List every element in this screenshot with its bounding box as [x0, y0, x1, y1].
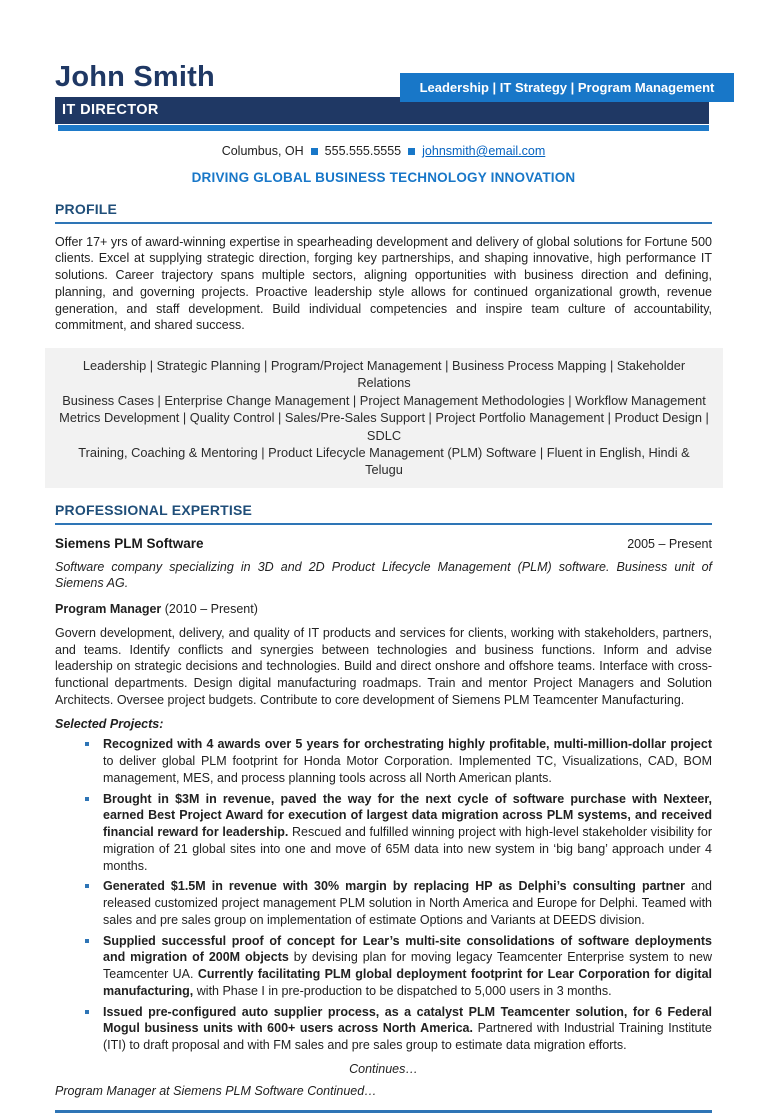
skills-line: Leadership | Strategic Planning | Program/Project Management | Business Process Mapping | Stakeholder Relations	[82, 358, 686, 391]
company-name: Siemens PLM Software	[55, 535, 204, 551]
contact-location: Columbus, OH	[221, 144, 304, 158]
project-bullet: Issued pre-configured auto supplier process, as a catalyst PLM Teamcenter solution, for 6 Federal Mogul business units with 600+ users across North America. Partnered with Industrial Training Institute (ITI) to draft proposal and with FM sales and pre sales group to estimate data migration efforts.	[103, 1004, 712, 1053]
role-summary: Govern development, delivery, and quality of IT products and services for clients, working with stakeholders, partners, and teams. Identify conflicts and synergies between technologies and business functions. Inform and advise leadership on strategic decisions and technologies. Build and direct onshore and offshore teams. Interface with cross-functional departments. Design digital manufacturing roadmaps. Train and mentor Project Managers and Solution Architects. Oversee project budgets. Contribute to core development of Siemens PLM Teamcenter Manufacturing.	[55, 625, 712, 707]
section-heading-expertise: PROFESSIONAL EXPERTISE	[55, 501, 712, 525]
job-title: IT DIRECTOR	[62, 101, 159, 118]
selected-projects-label: Selected Projects:	[55, 716, 164, 731]
bullet-square-icon	[311, 148, 318, 155]
contact-phone: 555.555.5555	[324, 144, 402, 158]
company-dates: 2005 – Present	[627, 536, 712, 551]
section-heading-profile: PROFILE	[55, 200, 712, 224]
skills-line: Business Cases | Enterprise Change Management | Project Management Methodologies | Workflow Management	[62, 392, 706, 408]
resume-header	[55, 61, 715, 132]
skills-badge: Leadership | IT Strategy | Program Management	[400, 73, 734, 102]
skills-line: Metrics Development | Quality Control | Sales/Pre-Sales Support | Project Portfolio Management | Product Design | SDLC	[59, 410, 709, 443]
skills-box	[45, 348, 723, 488]
project-bullet: Generated $1.5M in revenue with 30% margin by replacing HP as Delphi’s consulting partner and released customized project management PLM solution in North America and Europe for Delphi. Teamed with sales and pre sales group on implementation of estimate Options and Variants at DEEDS division.	[103, 879, 712, 927]
company-row	[55, 535, 712, 553]
project-bullet: Recognized with 4 awards over 5 years for orchestrating highly profitable, multi-million-dollar project to deliver global PLM footprint for Honda Motor Corporation. Implemented TC, Visualizations, CAD, BOM management, MES, and process planning tools across all North American plants.	[103, 737, 712, 785]
role-title: Program Manager	[55, 602, 162, 617]
skills-line: Training, Coaching & Mentoring | Product Lifecycle Management (PLM) Software | Fluent in English, Hindi & Telugu	[78, 445, 690, 478]
project-bullet: Brought in $3M in revenue, paved the way for the next cycle of software purchase with Nexteer, earned Best Project Award for execution of largest data migration across PLM systems, and received financial reward for leadership. Rescued and fulfilled winning project with high-level stakeholder visibility for migration of 21 global sites into one and move of 65M data into new system in ‘big bang’ approach under 4 months.	[103, 791, 712, 873]
bullet-square-icon	[408, 148, 415, 155]
contact-line	[55, 143, 712, 160]
role-dates: (2010 – Present)	[161, 602, 258, 617]
title-accent-strip	[58, 125, 709, 131]
profile-paragraph: Offer 17+ yrs of award-winning expertise in spearheading development and delivery of global solutions for Fortune 500 clients. Excel at supplying strategic direction, forging key partnerships, and shaping innovative, high performance IT solutions. Career trajectory spans multiple sectors, aligning opportunities with business direction and defining, planning, and governing projects. Proactive leadership style allows for continued organizational growth, revenue generation, and staff development. Build individual competencies and inspire team culture of accountability, commitment, and shared success.	[55, 234, 712, 333]
continued-footer: Program Manager at Siemens PLM Software Continued…	[55, 1083, 377, 1098]
projects-list	[55, 736, 712, 1054]
continues-note: Continues…	[349, 1061, 418, 1076]
project-bullet: Supplied successful proof of concept for Lear’s multi-site consolidations of software deployments and migration of 200M objects by devising plan for moving legacy Teamcenter Enterprise system to new Teamcenter UA. Currently facilitating PLM global deployment footprint for Lear Corporation for digital manufacturing, with Phase I in pre-production to be dispatched to 5,000 users in 3 months.	[103, 933, 713, 998]
contact-email-link[interactable]: johnsmith@email.com	[422, 144, 546, 158]
company-description: Software company specializing in 3D and 2D Product Lifecycle Management (PLM) software. Business unit of Siemens AG.	[55, 559, 712, 591]
candidate-name: John Smith	[55, 61, 215, 93]
tagline: DRIVING GLOBAL BUSINESS TECHNOLOGY INNOVATION	[191, 169, 576, 185]
role-line	[55, 601, 712, 618]
